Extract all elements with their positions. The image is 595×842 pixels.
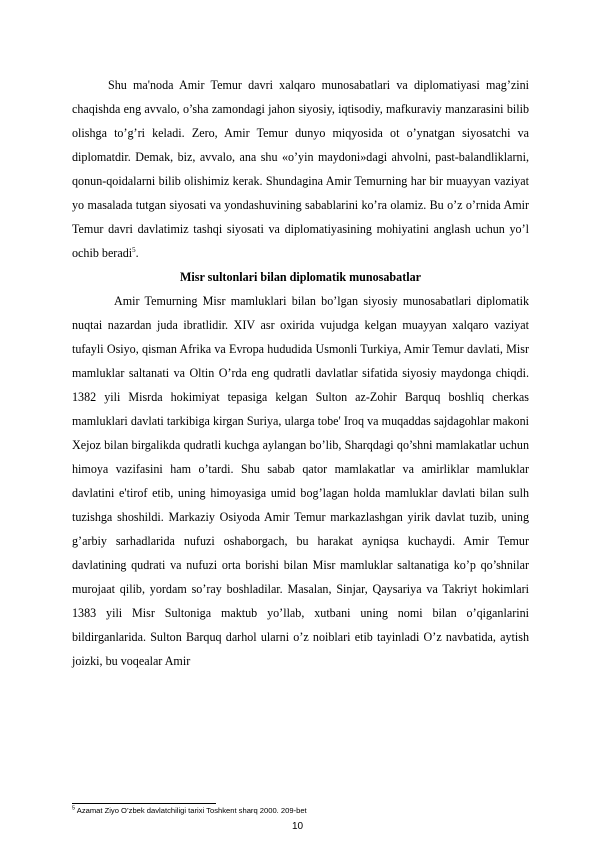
paragraph-1 [72, 73, 529, 265]
footnote [72, 806, 529, 816]
paragraph-1-text: Shu ma'noda Amir Temur davri xalqaro munosabatlari va diplomatiyasi mag’zini chaqishda eng avvalo, o’sha zamondagi jahon siyosiy, iqtisodiy, mafkuraviy manzarasini bilib olishga to’g’ri keladi. Zero, Amir Temur dunyo miqyosida ot o’ynatgan siyosatchi va diplomatdir. Demak, biz, avvalo, ana shu «o’yin maydoni»dagi ahvolni, past-balandliklarni, qonun-qoidalarni bilib olishimiz kerak. Shundagina Amir Temurning har bir muayyan vaziyat yo masalada tutgan siyosati va yondashuvining sabablarini ko’ra olamiz. Bu o’z o’rnida Amir Temur davri davlatimiz tashqi siyosati va diplomatiyasining mohiyatini anglash uchun yo’l ochib beradi [72, 78, 529, 260]
paragraph-1-end: . [135, 246, 139, 260]
body-text [72, 73, 529, 673]
footnote-marker: 5 [72, 805, 76, 812]
section-heading: Misr sultonlari bilan diplomatik munosabatlar [179, 270, 422, 284]
footnote-text: Azamat Ziyo O’zbek davlatchiligi tarixi Toshkent sharq 2000. 209-bet [75, 806, 307, 815]
footnote-divider [72, 803, 216, 804]
footnote-reference[interactable]: 5 [132, 245, 136, 254]
paragraph-2: Amir Temurning Misr mamluklari bilan bo’lgan siyosiy munosabatlari diplomatik nuqtai nazardan juda ibratlidir. XIV asr oxirida vujudga kelgan muayyan xalqaro vaziyat tufayli Osiyo, qisman Afrika va Evropa hududida Usmonli Turkiya, Amir Temur davlati, Misr mamluklar saltanati va Oltin O’rda eng qudratli davlatlar sifatida siyosiy maydonga chiqdi. 1382 yili Misrda hokimiyat tepasiga kelgan Sulton az-Zohir Barquq boshliq cherkas mamluklari davlati tarkibiga kirgan Suriya, ularga tobe' Iroq va muqaddas sajdagohlar makoni Xejoz bilan birgalikda qudratli kuchga aylangan bo’lib, Sharqdagi qo’shni mamlakatlar uchun himoya vazifasini ham o’tardi. Shu sabab qator mamlakatlar va amirliklar mamluklar davlatini e'tirof etib, uning himoyasiga umid bog’lagan holda mamluklar davlati bilan sulh tuzishga shoshildi. Markaziy Osiyoda Amir Temur markazlashgan yirik davlat tuzib, uning g’arbiy sarhadlarida nufuzi oshaborgach, bu harakat ayniqsa kuchaydi. Amir Temur davlatining qudrati va nufuzi orta borishi bilan Misr mamluklar saltanatiga ko’p qo’shnilar murojaat qilib, yordam so’ray boshladilar. Masalan, Sinjar, Qaysariya va Takriyt hokimlari 1383 yili Misr Sultoniga maktub yo’llab, xutbani uning nomi bilan o’qiganlarini bildirganlarida. Sulton Barquq darhol ularni o’z noiblari etib tayinladi O’z navbatida, aytish joizki, bu voqealar Amir [72, 294, 529, 668]
page-number: 10 [291, 821, 304, 832]
